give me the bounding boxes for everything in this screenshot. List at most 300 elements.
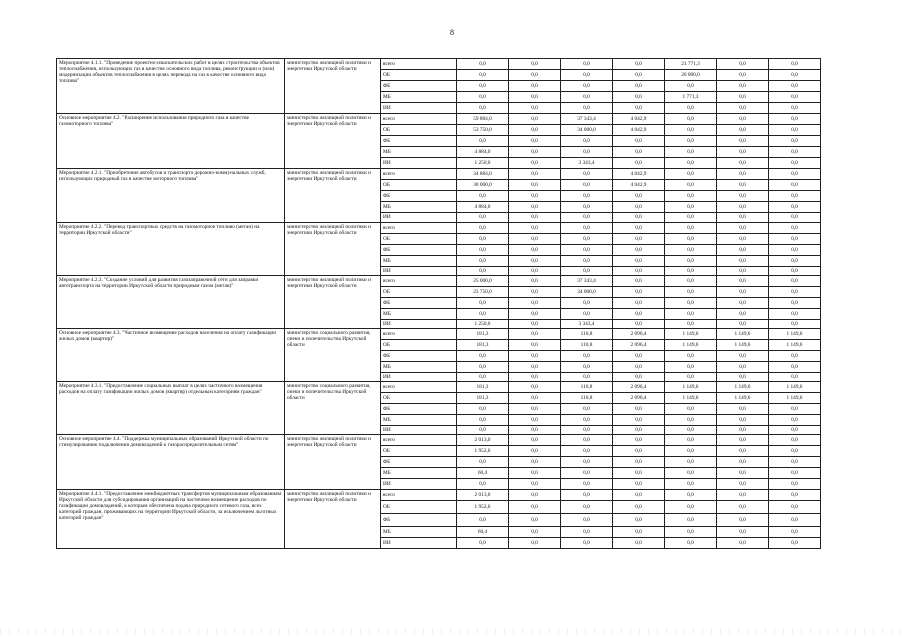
table-cell: 0,0: [613, 320, 665, 329]
table-cell: 0,0: [717, 81, 769, 92]
table-cell: 0,0: [613, 435, 665, 446]
table-cell: 0,0: [457, 479, 509, 490]
table-cell: 0,0: [613, 245, 665, 256]
table-cell: 0,0: [717, 245, 769, 256]
table-cell: 0,0: [613, 276, 665, 287]
table-cell: 0,0: [613, 404, 665, 415]
table-cell: 0,0: [509, 136, 561, 147]
table-cell: 2 096,4: [613, 382, 665, 393]
table-cell: 0,0: [717, 514, 769, 527]
table-cell: 1 149,6: [769, 340, 821, 351]
funding-source: всего: [381, 435, 457, 446]
table-cell: 181,3: [457, 393, 509, 404]
table-cell: 0,0: [717, 527, 769, 538]
table-cell: 0,0: [717, 435, 769, 446]
table-cell: 0,0: [665, 276, 717, 287]
table-cell: 0,0: [509, 468, 561, 479]
table-cell: 0,0: [509, 180, 561, 191]
table-cell: 0,0: [561, 59, 613, 70]
table-cell: 0,0: [561, 213, 613, 223]
measure-executor: министерство жилищной политики и энергетики Иркутской области: [285, 490, 381, 549]
table-cell: 0,0: [613, 362, 665, 373]
table-cell: 1 149,6: [769, 393, 821, 404]
funding-source: всего: [381, 114, 457, 125]
table-cell: 0,0: [509, 276, 561, 287]
table-cell: 0,0: [457, 213, 509, 223]
table-cell: 0,0: [561, 351, 613, 362]
table-cell: 0,0: [769, 538, 821, 549]
table-cell: 1 149,6: [665, 340, 717, 351]
funding-source: всего: [381, 329, 457, 340]
table-cell: 0,0: [717, 213, 769, 223]
table-cell: 0,0: [561, 191, 613, 202]
funding-source: всего: [381, 223, 457, 234]
table-cell: 0,0: [561, 223, 613, 234]
table-cell: 0,0: [613, 351, 665, 362]
table-cell: 4 042,9: [613, 169, 665, 180]
table-cell: 0,0: [509, 287, 561, 298]
measure-executor: министерство социального развития, опеки и попечительства Иркутской области: [285, 382, 381, 435]
table-cell: 1 149,6: [717, 340, 769, 351]
table-cell: 59 884,0: [457, 114, 509, 125]
page-number: 8: [450, 28, 454, 37]
funding-source: МБ: [381, 92, 457, 103]
table-cell: 0,0: [769, 435, 821, 446]
table-cell: 0,0: [717, 298, 769, 309]
table-cell: 0,0: [509, 351, 561, 362]
table-cell: 0,0: [717, 287, 769, 298]
table-cell: 0,0: [665, 457, 717, 468]
table-cell: 1 771,3: [665, 92, 717, 103]
table-cell: 0,0: [613, 103, 665, 114]
table-cell: 181,3: [457, 329, 509, 340]
table-cell: 0,0: [509, 514, 561, 527]
table-cell: 0,0: [509, 490, 561, 501]
table-cell: 0,0: [613, 202, 665, 213]
table-cell: 0,0: [665, 362, 717, 373]
table-cell: 0,0: [665, 351, 717, 362]
table-cell: 0,0: [457, 191, 509, 202]
table-cell: 0,0: [665, 479, 717, 490]
table-cell: 0,0: [665, 446, 717, 457]
table-cell: 0,0: [613, 538, 665, 549]
table-cell: 0,0: [769, 446, 821, 457]
table-cell: 0,0: [769, 103, 821, 114]
table-cell: 0,0: [665, 435, 717, 446]
table-cell: 0,0: [717, 169, 769, 180]
table-cell: 0,0: [613, 298, 665, 309]
table-cell: 0,0: [509, 245, 561, 256]
table-cell: 0,0: [769, 287, 821, 298]
table-cell: 0,0: [561, 267, 613, 276]
table-cell: 0,0: [509, 158, 561, 169]
measure-executor: министерство жилищной политики и энергетики Иркутской области: [285, 114, 381, 169]
measure-executor: министерство жилищной политики и энергетики Иркутской области: [285, 169, 381, 223]
funding-source: ФБ: [381, 514, 457, 527]
table-cell: 0,0: [457, 256, 509, 267]
table-cell: 0,0: [665, 267, 717, 276]
measure-executor: министерство жилищной политики и энергетики Иркутской области: [285, 59, 381, 114]
table-cell: 0,0: [769, 158, 821, 169]
table-cell: 0,0: [613, 267, 665, 276]
table-cell: 0,0: [509, 125, 561, 136]
table-cell: 0,0: [769, 81, 821, 92]
table-cell: 0,0: [613, 446, 665, 457]
funding-source: МБ: [381, 362, 457, 373]
table-cell: 0,0: [769, 415, 821, 426]
funding-source: ОБ: [381, 501, 457, 514]
table-cell: 0,0: [613, 234, 665, 245]
funding-source: ФБ: [381, 81, 457, 92]
table-cell: 0,0: [613, 59, 665, 70]
table-cell: 0,0: [509, 234, 561, 245]
table-cell: 0,0: [561, 202, 613, 213]
table-cell: 3 343,4: [561, 320, 613, 329]
funding-source: ИИ: [381, 373, 457, 382]
table-cell: 0,0: [509, 169, 561, 180]
table-cell: 0,0: [509, 393, 561, 404]
table-cell: 0,0: [509, 147, 561, 158]
table-cell: 0,0: [509, 103, 561, 114]
table-cell: 0,0: [561, 103, 613, 114]
funding-source: ФБ: [381, 191, 457, 202]
table-cell: 0,0: [665, 136, 717, 147]
funding-source: всего: [381, 169, 457, 180]
table-cell: 0,0: [769, 362, 821, 373]
measure-executor: министерство социального развития, опеки и попечительства Иркутской области: [285, 329, 381, 382]
table-cell: 53 750,0: [457, 125, 509, 136]
table-cell: 0,0: [613, 514, 665, 527]
table-cell: 0,0: [561, 234, 613, 245]
table-cell: 0,0: [457, 81, 509, 92]
table-cell: 0,0: [613, 309, 665, 320]
table-cell: 0,0: [665, 501, 717, 514]
table-cell: 1 149,6: [717, 329, 769, 340]
table-cell: 0,0: [509, 213, 561, 223]
table-cell: 0,0: [769, 213, 821, 223]
table-cell: 0,0: [613, 256, 665, 267]
table-cell: 0,0: [665, 191, 717, 202]
table-row: [57, 490, 821, 501]
funding-source: ФБ: [381, 457, 457, 468]
table-cell: 0,0: [509, 527, 561, 538]
table-cell: 23 750,0: [457, 287, 509, 298]
table-cell: 1 149,6: [665, 329, 717, 340]
funding-source: ИИ: [381, 426, 457, 435]
funding-source: МБ: [381, 256, 457, 267]
measure-name: Мероприятие 4.1.1. "Проведение проектно-изыскательских работ в целях строительства объектов теплоснабжения, использующих газ в качестве основного вида топлива, реконструкции и (или) модернизации объектов теплоснабжения в целях перевода на газ в качестве основного вида топлива": [57, 59, 285, 114]
table-cell: 0,0: [717, 490, 769, 501]
table-cell: 0,0: [717, 158, 769, 169]
table-cell: 0,0: [717, 70, 769, 81]
table-cell: 0,0: [613, 158, 665, 169]
table-cell: 1 952,6: [457, 446, 509, 457]
table-cell: 0,0: [665, 404, 717, 415]
table-cell: 0,0: [561, 298, 613, 309]
table-cell: 0,0: [717, 125, 769, 136]
table-cell: 0,0: [769, 479, 821, 490]
table-cell: 0,0: [509, 329, 561, 340]
funding-source: ИИ: [381, 479, 457, 490]
table-cell: 0,0: [457, 362, 509, 373]
table-cell: 0,0: [457, 298, 509, 309]
table-cell: 0,0: [613, 81, 665, 92]
table-cell: 0,0: [717, 320, 769, 329]
table-cell: 0,0: [665, 223, 717, 234]
funding-source: ИИ: [381, 320, 457, 329]
table-cell: 110,8: [561, 340, 613, 351]
table-cell: 0,0: [561, 70, 613, 81]
table-cell: 0,0: [769, 373, 821, 382]
table-cell: 3 343,4: [561, 158, 613, 169]
table-cell: 0,0: [769, 202, 821, 213]
table-cell: 0,0: [717, 426, 769, 435]
table-cell: 34 000,0: [561, 287, 613, 298]
table-row: [57, 382, 821, 393]
table-cell: 0,0: [717, 180, 769, 191]
table-cell: 0,0: [613, 501, 665, 514]
table-cell: 37 343,4: [561, 114, 613, 125]
table-cell: 0,0: [509, 309, 561, 320]
table-row: [57, 169, 821, 180]
table-cell: 0,0: [769, 276, 821, 287]
table-cell: 0,0: [509, 415, 561, 426]
table-cell: 0,0: [509, 70, 561, 81]
measure-executor: министерство жилищной политики и энергетики Иркутской области: [285, 276, 381, 329]
table-cell: 2 096,4: [613, 393, 665, 404]
table-cell: 0,0: [457, 373, 509, 382]
table-cell: 0,0: [665, 415, 717, 426]
table-cell: 0,0: [717, 223, 769, 234]
table-cell: 0,0: [509, 92, 561, 103]
table-cell: 0,0: [613, 490, 665, 501]
table-cell: 0,0: [665, 158, 717, 169]
table-cell: 0,0: [509, 479, 561, 490]
table-cell: 0,0: [769, 169, 821, 180]
table-cell: 0,0: [561, 373, 613, 382]
table-cell: 0,0: [561, 362, 613, 373]
table-row: [57, 435, 821, 446]
table-cell: 0,0: [665, 180, 717, 191]
table-cell: 0,0: [665, 426, 717, 435]
table-cell: 0,0: [717, 103, 769, 114]
table-cell: 0,0: [509, 538, 561, 549]
table-cell: 0,0: [717, 373, 769, 382]
table-cell: 4 042,9: [613, 125, 665, 136]
table-cell: 0,0: [717, 501, 769, 514]
table-cell: 0,0: [665, 256, 717, 267]
funding-source: ОБ: [381, 446, 457, 457]
table-cell: 0,0: [665, 538, 717, 549]
table-cell: 0,0: [613, 373, 665, 382]
table-cell: 0,0: [717, 415, 769, 426]
table-cell: 0,0: [509, 202, 561, 213]
table-cell: 4 042,9: [613, 180, 665, 191]
funding-source: ИИ: [381, 103, 457, 114]
table-row: [57, 276, 821, 287]
table-cell: 0,0: [769, 191, 821, 202]
funding-source: ФБ: [381, 351, 457, 362]
table-cell: 1 250,0: [457, 158, 509, 169]
table-cell: 0,0: [457, 457, 509, 468]
table-cell: 0,0: [509, 267, 561, 276]
table-cell: 1 149,6: [717, 382, 769, 393]
table-cell: 60,4: [457, 468, 509, 479]
table-cell: 0,0: [509, 457, 561, 468]
table-cell: 0,0: [561, 479, 613, 490]
table-cell: 0,0: [509, 373, 561, 382]
table-cell: 0,0: [769, 70, 821, 81]
table-cell: 0,0: [717, 468, 769, 479]
table-cell: 0,0: [769, 309, 821, 320]
measure-name: Мероприятие 4.2.1. "Приобретение автобусов и транспорта дорожно-коммунальных служб, использующих природный газ в качестве моторного топлива": [57, 169, 285, 223]
table-cell: 110,8: [561, 329, 613, 340]
funding-source: ИИ: [381, 267, 457, 276]
table-cell: 0,0: [561, 514, 613, 527]
table-cell: 1 952,6: [457, 501, 509, 514]
table-cell: 4 884,0: [457, 202, 509, 213]
table-cell: 0,0: [457, 223, 509, 234]
table-cell: 0,0: [561, 147, 613, 158]
table-cell: 0,0: [457, 70, 509, 81]
table-cell: 0,0: [769, 501, 821, 514]
table-cell: 0,0: [717, 351, 769, 362]
table-cell: 0,0: [561, 404, 613, 415]
funding-source: МБ: [381, 527, 457, 538]
table-cell: 34 884,0: [457, 169, 509, 180]
table-cell: 0,0: [769, 223, 821, 234]
table-cell: 0,0: [613, 191, 665, 202]
funding-source: МБ: [381, 147, 457, 158]
table-cell: 0,0: [561, 309, 613, 320]
table-cell: 0,0: [509, 382, 561, 393]
table-cell: 0,0: [613, 136, 665, 147]
funding-source: ОБ: [381, 234, 457, 245]
table-cell: 37 343,4: [561, 276, 613, 287]
table-cell: 0,0: [769, 92, 821, 103]
table-cell: 0,0: [613, 457, 665, 468]
table-row: [57, 59, 821, 70]
table-cell: 0,0: [717, 538, 769, 549]
table-cell: 0,0: [665, 245, 717, 256]
table-cell: 0,0: [613, 426, 665, 435]
table-cell: 0,0: [561, 435, 613, 446]
table-cell: 0,0: [509, 446, 561, 457]
table-cell: 0,0: [457, 92, 509, 103]
table-cell: 0,0: [769, 125, 821, 136]
table-cell: 0,0: [613, 213, 665, 223]
table-cell: 1 149,6: [769, 382, 821, 393]
table-cell: 0,0: [769, 256, 821, 267]
table-cell: 0,0: [769, 267, 821, 276]
table-cell: 0,0: [509, 223, 561, 234]
table-cell: 0,0: [613, 223, 665, 234]
funding-source: ФБ: [381, 298, 457, 309]
table-cell: 0,0: [769, 136, 821, 147]
table-cell: 0,0: [717, 267, 769, 276]
funding-source: ИИ: [381, 538, 457, 549]
table-cell: 0,0: [769, 514, 821, 527]
table-cell: 0,0: [665, 147, 717, 158]
table-cell: 0,0: [561, 180, 613, 191]
table-cell: 0,0: [613, 527, 665, 538]
table-cell: 60,4: [457, 527, 509, 538]
funding-source: МБ: [381, 468, 457, 479]
table-cell: 0,0: [665, 373, 717, 382]
table-cell: 30 000,0: [457, 180, 509, 191]
funding-source: МБ: [381, 202, 457, 213]
table-cell: 0,0: [561, 457, 613, 468]
funding-source: ОБ: [381, 393, 457, 404]
funding-source: ОБ: [381, 340, 457, 351]
funding-source: МБ: [381, 309, 457, 320]
table-cell: 2 096,4: [613, 340, 665, 351]
table-cell: 0,0: [561, 169, 613, 180]
table-cell: 0,0: [769, 320, 821, 329]
table-cell: 0,0: [665, 468, 717, 479]
table-cell: 110,8: [561, 382, 613, 393]
table-cell: 0,0: [457, 538, 509, 549]
funding-source: ОБ: [381, 125, 457, 136]
table-cell: 0,0: [561, 490, 613, 501]
measure-name: Мероприятие 4.3.1. "Предоставление социальных выплат в целях частичного возмещения расходов на оплату газификации жилых домов (квартир) отдельным категориям граждан": [57, 382, 285, 435]
table-cell: 0,0: [769, 147, 821, 158]
table-cell: 0,0: [561, 468, 613, 479]
table-cell: 0,0: [717, 362, 769, 373]
measure-name: Основное мероприятие 4.3. "Частичное возмещение расходов населения на оплату газификации жилых домов (квартир)": [57, 329, 285, 382]
table-cell: 0,0: [457, 404, 509, 415]
funding-source: всего: [381, 382, 457, 393]
table-cell: 0,0: [717, 479, 769, 490]
table-cell: 0,0: [509, 435, 561, 446]
table-cell: 0,0: [769, 490, 821, 501]
table-cell: 0,0: [717, 147, 769, 158]
funding-source: всего: [381, 59, 457, 70]
table-row: [57, 223, 821, 234]
table-cell: 0,0: [769, 457, 821, 468]
table-cell: 181,3: [457, 340, 509, 351]
funding-source: ИИ: [381, 213, 457, 223]
table-cell: 0,0: [613, 415, 665, 426]
funding-table: [56, 58, 821, 549]
table-cell: 0,0: [509, 191, 561, 202]
table-cell: 0,0: [665, 103, 717, 114]
table-cell: 34 000,0: [561, 125, 613, 136]
table-cell: 0,0: [457, 234, 509, 245]
funding-source: всего: [381, 490, 457, 501]
funding-source: ОБ: [381, 70, 457, 81]
table-cell: 0,0: [665, 490, 717, 501]
table-cell: 0,0: [613, 468, 665, 479]
table-cell: 2 096,4: [613, 329, 665, 340]
table-cell: 1 149,6: [665, 393, 717, 404]
table-cell: 0,0: [769, 180, 821, 191]
table-cell: 0,0: [457, 59, 509, 70]
table-cell: 0,0: [717, 59, 769, 70]
table-cell: 0,0: [717, 234, 769, 245]
table-cell: 0,0: [613, 92, 665, 103]
table-cell: 20 000,0: [665, 70, 717, 81]
measure-name: Основное мероприятие 4.4. "Поддержка муниципальных образований Иркутской области по стимулированию подключения домовладений к газораспределительным сетям": [57, 435, 285, 490]
table-cell: 0,0: [457, 267, 509, 276]
table-cell: 25 000,0: [457, 276, 509, 287]
table-cell: 0,0: [613, 70, 665, 81]
table-cell: 0,0: [665, 514, 717, 527]
table-cell: 0,0: [717, 276, 769, 287]
table-cell: 0,0: [665, 527, 717, 538]
table-cell: 0,0: [717, 457, 769, 468]
funding-source: всего: [381, 276, 457, 287]
